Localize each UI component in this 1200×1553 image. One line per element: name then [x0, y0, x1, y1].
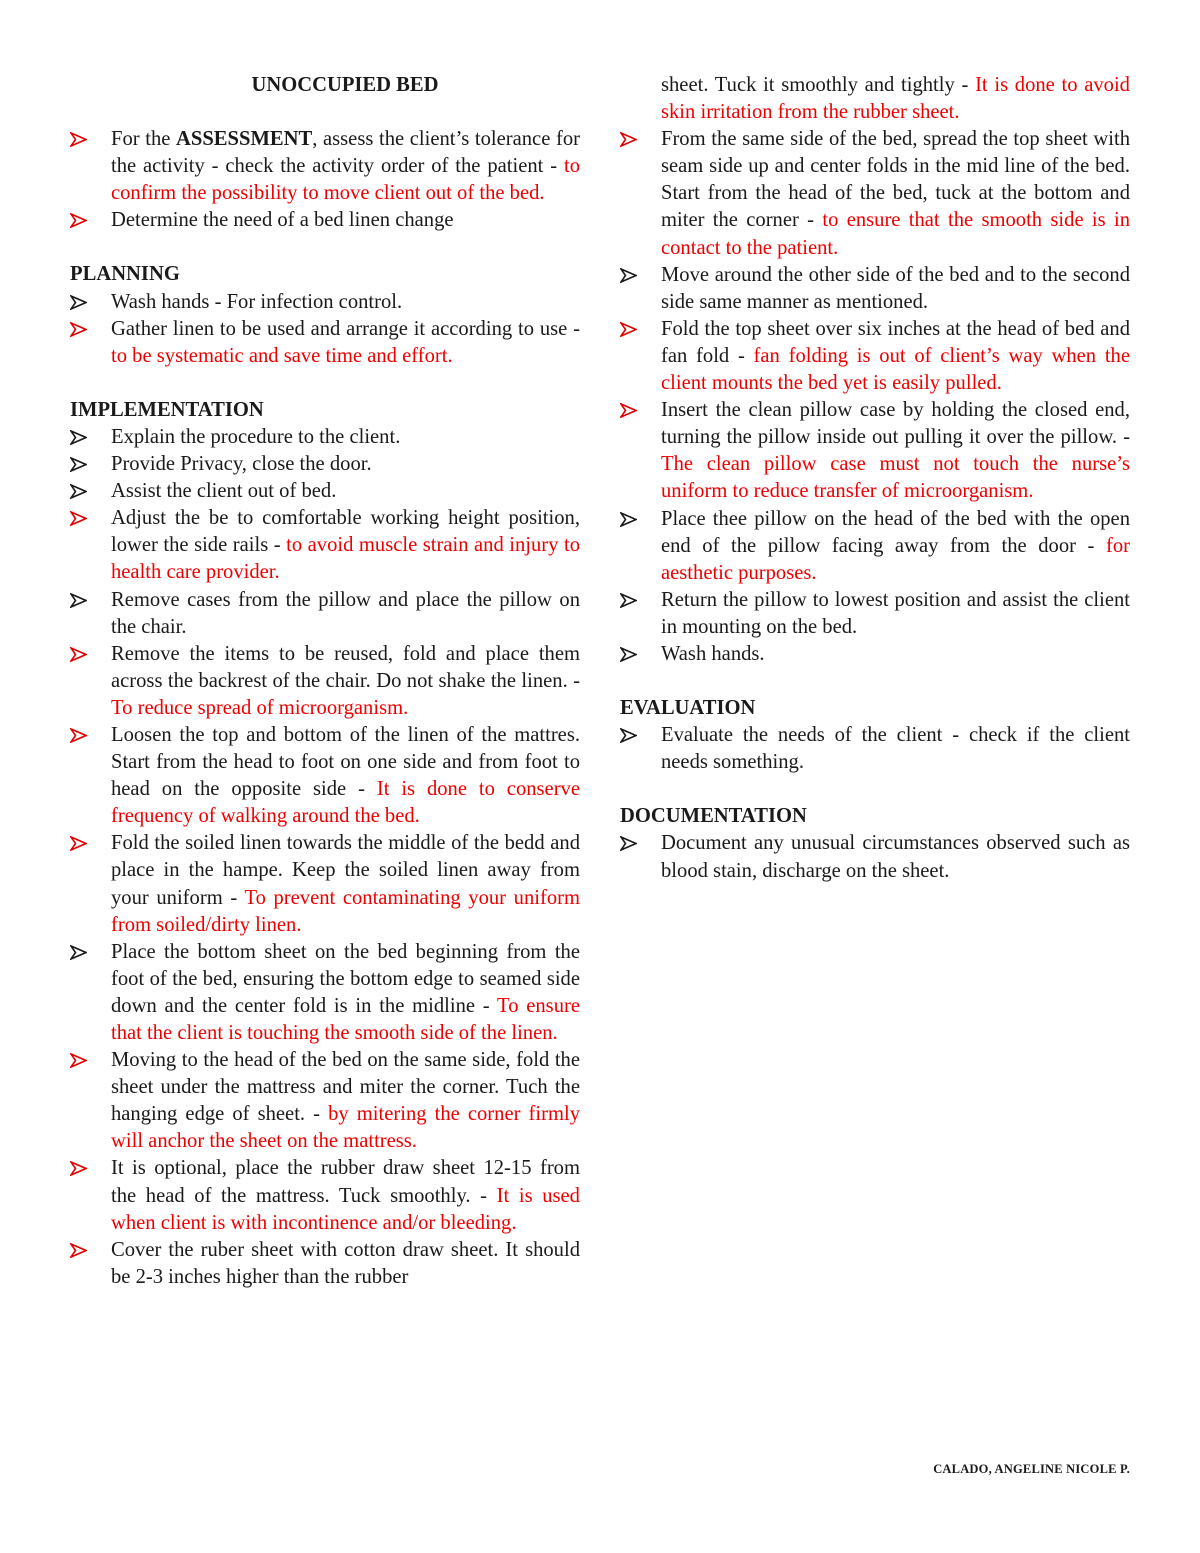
- arrowhead-bullet-icon: [70, 316, 90, 343]
- arrowhead-bullet-icon: [620, 722, 640, 749]
- document-title: UNOCCUPIED BED: [251, 74, 439, 96]
- planning-list: [70, 289, 580, 370]
- list-item: Cover the ruber sheet with cotton draw sheet. It should be 2-3 inches higher than the rubber: [70, 1237, 580, 1291]
- list-item: Explain the procedure to the client.: [70, 424, 580, 451]
- list-item-continuation: sheet. Tuck it smoothly and tightly - It is done to avoid skin irritation from the rubber sheet.: [661, 74, 1130, 124]
- arrowhead-bullet-icon: [620, 262, 640, 289]
- documentation-heading: DOCUMENTATION: [620, 805, 807, 828]
- arrowhead-bullet-icon: [70, 505, 90, 532]
- arrowhead-bullet-icon: [70, 830, 90, 857]
- list-item: Insert the clean pillow case by holding the closed end, turning the pillow inside out pulling it over the pillow. - The clean pillow case must not touch the nurse’s uniform to reduce transfer of microorganism.: [620, 397, 1130, 505]
- arrowhead-bullet-icon: [70, 289, 90, 316]
- arrowhead-bullet-icon: [70, 722, 90, 749]
- list-item: Provide Privacy, close the door.: [70, 451, 580, 478]
- arrowhead-bullet-icon: [70, 1047, 90, 1074]
- arrowhead-bullet-icon: [70, 641, 90, 668]
- arrowhead-bullet-icon: [70, 478, 90, 505]
- list-item: Loosen the top and bottom of the linen of the mattres. Start from the head to foot on one side and from foot to head on the opposite side - It is done to conserve frequency of walking around the bed.: [70, 722, 580, 830]
- list-item: Remove cases from the pillow and place the pillow on the chair.: [70, 587, 580, 641]
- arrowhead-bullet-icon: [620, 397, 640, 424]
- list-item: For the ASSESSMENT, assess the client’s tolerance for the activity - check the activity order of the patient - to confirm the possibility to move client out of the bed.: [70, 126, 580, 207]
- list-item: Determine the need of a bed linen change: [70, 207, 580, 234]
- arrowhead-bullet-icon: [620, 587, 640, 614]
- arrowhead-bullet-icon: [620, 830, 640, 857]
- list-item: Fold the soiled linen towards the middle of the bedd and place in the hampe. Keep the soiled linen away from your uniform - To prevent contaminating your uniform from soiled/dirty linen.: [70, 830, 580, 938]
- arrowhead-bullet-icon: [70, 126, 90, 153]
- right-column: [620, 72, 1130, 885]
- documentation-list: [620, 830, 1130, 884]
- list-item: Place the bottom sheet on the bed beginning from the foot of the bed, ensuring the bottom edge to seamed side down and the center fold is in the midline - To ensure that the client is touching the smooth side of the linen.: [70, 939, 580, 1047]
- arrowhead-bullet-icon: [620, 126, 640, 153]
- assessment-list: [70, 126, 580, 234]
- arrowhead-bullet-icon: [70, 587, 90, 614]
- left-column: [70, 72, 580, 1291]
- evaluation-heading: EVALUATION: [620, 697, 756, 720]
- list-item: Fold the top sheet over six inches at the head of bed and fan fold - fan folding is out of client’s way when the client mounts the bed yet is easily pulled.: [620, 316, 1130, 397]
- list-item: Moving to the head of the bed on the same side, fold the sheet under the mattress and miter the corner. Tuch the hanging edge of sheet. - by mitering the corner firmly will anchor the sheet on the mattress.: [70, 1047, 580, 1155]
- list-item: It is optional, place the rubber draw sheet 12-15 from the head of the mattress. Tuck smoothly. - It is used when client is with incontinence and/or bleeding.: [70, 1155, 580, 1236]
- list-item: Assist the client out of bed.: [70, 478, 580, 505]
- list-item: Remove the items to be reused, fold and place them across the backrest of the chair. Do not shake the linen. - To reduce spread of microorganism.: [70, 641, 580, 722]
- arrowhead-bullet-icon: [70, 424, 90, 451]
- implementation-list-continued: [620, 126, 1130, 668]
- list-item: Wash hands - For infection control.: [70, 289, 580, 316]
- list-item: Move around the other side of the bed and to the second side same manner as mentioned.: [620, 262, 1130, 316]
- evaluation-list: [620, 722, 1130, 776]
- arrowhead-bullet-icon: [70, 207, 90, 234]
- list-item: Gather linen to be used and arrange it according to use - to be systematic and save time and effort.: [70, 316, 580, 370]
- arrowhead-bullet-icon: [620, 506, 640, 533]
- arrowhead-bullet-icon: [620, 316, 640, 343]
- list-item: Place thee pillow on the head of the bed with the open end of the pillow facing away from the door - for aesthetic purposes.: [620, 506, 1130, 587]
- list-item: Evaluate the needs of the client - check if the client needs something.: [620, 722, 1130, 776]
- arrowhead-bullet-icon: [70, 1155, 90, 1182]
- list-item: Wash hands.: [620, 641, 1130, 668]
- implementation-list: [70, 424, 580, 1291]
- list-item: Return the pillow to lowest position and assist the client in mounting on the bed.: [620, 587, 1130, 641]
- arrowhead-bullet-icon: [70, 451, 90, 478]
- arrowhead-bullet-icon: [70, 1237, 90, 1264]
- list-item: From the same side of the bed, spread the top sheet with seam side up and center folds in the mid line of the bed. Start from the head of the bed, tuck at the bottom and miter the corner - to ensure that the smooth side is in contact to the patient.: [620, 126, 1130, 261]
- arrowhead-bullet-icon: [70, 939, 90, 966]
- implementation-heading: IMPLEMENTATION: [70, 398, 264, 421]
- list-item: Document any unusual circumstances observed such as blood stain, discharge on the sheet.: [620, 830, 1130, 884]
- list-item: Adjust the be to comfortable working height position, lower the side rails - to avoid muscle strain and injury to health care provider.: [70, 505, 580, 586]
- planning-heading: PLANNING: [70, 263, 180, 286]
- author-footer: CALADO, ANGELINE NICOLE P.: [933, 1462, 1130, 1476]
- arrowhead-bullet-icon: [620, 641, 640, 668]
